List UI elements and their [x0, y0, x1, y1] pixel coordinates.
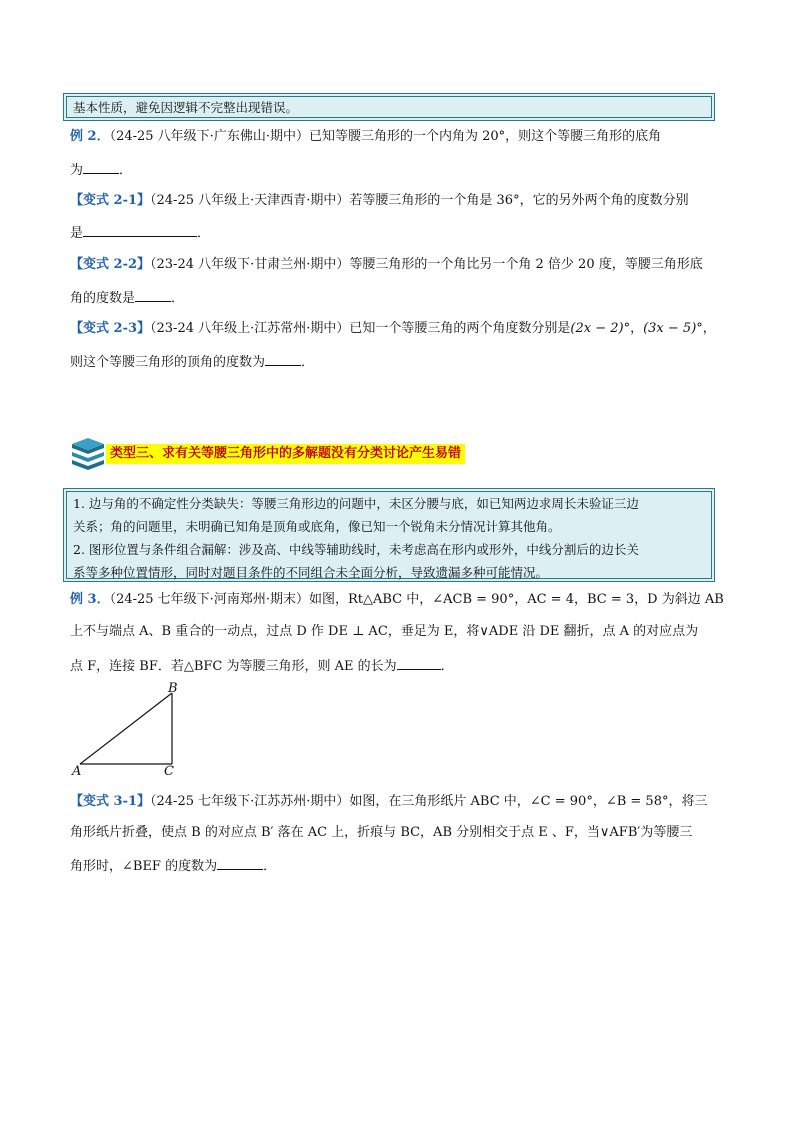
- answer-blank[interactable]: [83, 159, 119, 174]
- variant-2-3-label: 【变式 2-3】: [70, 321, 151, 336]
- example-3-label: 例 3．: [70, 592, 110, 607]
- tip-box: 1. 边与角的不确定性分类缺失：等腰三角形边的问题中，未区分腰与底，如已知两边求周长未验证三边 关系；角的问题里，未明确已知角是顶角或底角，像已知一个锐角未分情况计算其他角。 2. 图形位置与条件组合漏解：涉及高、中线等辅助线时，未考虑高在形内或形外，中线分割后的边长关 系等多种位置情形，同时对题目条件的不同组合未全面分析，导致遗漏多种可能情况。: [66, 491, 712, 579]
- example-2-label: 例 2．: [70, 129, 110, 144]
- expression-1: (2x − 2)°: [570, 321, 631, 336]
- variant-2-1-line2: 是 ．: [70, 222, 730, 244]
- variant-3-1-line3: 角形时，∠BEF 的度数为 ．: [70, 855, 730, 877]
- section-heading-text: 类型三、求有关等腰三角形中的多解题没有分类讨论产生易错: [106, 444, 465, 464]
- variant-3-1-line1: 【变式 3-1】（24-25 七年级下·江苏苏州·期中）如图，在三角形纸片 ABC 中，∠C = 90°，∠B = 58°，将三: [70, 794, 708, 809]
- variant-2-1-label: 【变式 2-1】: [70, 193, 151, 208]
- variant-2-2-line1: 【变式 2-2】（23-24 八年级下·甘肃兰州·期中）等腰三角形的一个角比另一个角 2 倍少 20 度，等腰三角形底: [70, 257, 703, 272]
- variant-2-2-line2: 角的度数是 ．: [70, 287, 730, 309]
- variant-3-1-line2: 角形纸片折叠，使点 B 的对应点 B′ 落在 AC 上，折痕与 BC，AB 分别相交于点 E 、F，当∨AFB′为等腰三: [70, 825, 693, 840]
- variant-2-3-line1: 【变式 2-3】（23-24 八年级上·江苏常州·期中）已知一个等腰三角的两个角度数分别是(2x − 2)°，(3x − 5)°，: [70, 321, 716, 336]
- expression-2: (3x − 5)°: [643, 321, 703, 336]
- vertex-b-label: B: [168, 681, 178, 696]
- answer-blank[interactable]: [217, 855, 263, 870]
- answer-blank[interactable]: [265, 351, 301, 366]
- variant-2-1-line1: 【变式 2-1】（24-25 八年级上·天津西青·期中）若等腰三角形的一个角是 36°，它的另外两个角的度数分别: [70, 193, 689, 208]
- example-3-line3: 点 F，连接 BF．若△BFC 为等腰三角形，则 AE 的长为 ．: [70, 655, 730, 677]
- example-2-line1: 例 2．（24-25 八年级下·广东佛山·期中）已知等腰三角形的一个内角为 20°，则这个等腰三角形的底角: [70, 129, 662, 144]
- variant-2-3-line2: 则这个等腰三角形的顶角的度数为 ．: [70, 351, 730, 373]
- vertex-a-label: A: [72, 764, 82, 779]
- section-heading: [70, 438, 520, 470]
- tip-box: [66, 96, 712, 118]
- answer-blank[interactable]: [135, 287, 171, 302]
- answer-blank[interactable]: [397, 655, 441, 670]
- tip-text: 基本性质，避免因逻辑不完整出现错误。: [73, 100, 299, 115]
- books-icon: [70, 438, 106, 470]
- example-2-line2: 为 ．: [70, 159, 730, 181]
- example-3-line1: 例 3．（24-25 七年级下·河南郑州·期末）如图，Rt△ABC 中，∠ACB = 90°，AC = 4，BC = 3，D 为斜边 AB: [70, 592, 724, 607]
- variant-3-1-label: 【变式 3-1】: [70, 794, 151, 809]
- example-3-line2: 上不与端点 A、B 重合的一动点，过点 D 作 DE ⊥ AC，垂足为 E，将∨ADE 沿 DE 翻折，点 A 的对应点为: [70, 624, 699, 639]
- variant-2-2-label: 【变式 2-2】: [70, 257, 151, 272]
- answer-blank[interactable]: [83, 222, 197, 237]
- vertex-c-label: C: [164, 764, 174, 779]
